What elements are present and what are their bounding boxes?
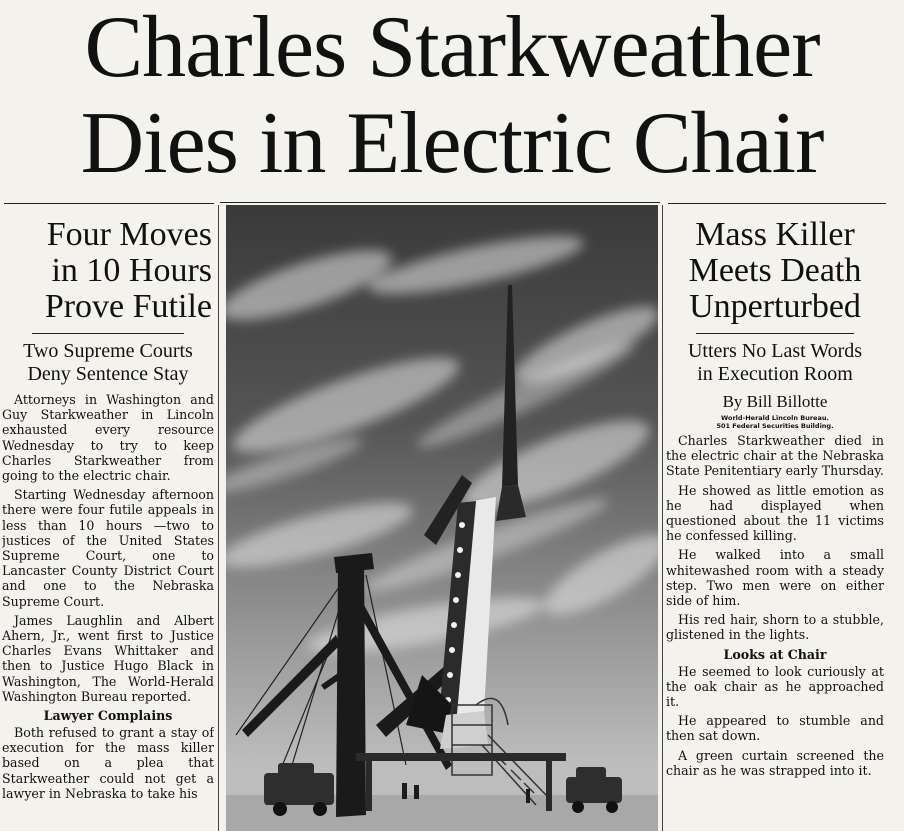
right-story-body: [666, 433, 884, 778]
paragraph: James Laughlin and Albert Ahern, Jr., went first to Justice Charles Evans Whittaker and then to Justice Hugo Black in Washington, The World-Herald Washington Bureau reported.: [2, 612, 214, 704]
bureau-line: 501 Federal Securities Building.: [716, 422, 834, 430]
byline: By Bill Billotte: [722, 392, 828, 411]
right-subhead: Looks at Chair: [723, 646, 827, 662]
column-divider-right: [662, 205, 663, 831]
rule-left: [4, 203, 214, 204]
right-deck-line: Unperturbed: [689, 288, 861, 325]
right-subdeck-line: in Execution Room: [697, 363, 853, 385]
rocket-launch-photo: [226, 205, 658, 831]
left-deck-rule: [32, 333, 184, 334]
right-story: [666, 213, 884, 831]
right-deck-rule: [696, 333, 854, 334]
left-deck-main: [2, 217, 214, 325]
paragraph: His red hair, shorn to a stubble, glistened in the lights.: [666, 612, 884, 643]
headline-line-2: Dies in Electric Chair: [80, 95, 824, 192]
left-deck-line: Prove Futile: [44, 288, 212, 325]
right-deck-line: Meets Death: [688, 252, 862, 289]
right-deck-sub: [666, 340, 884, 386]
right-deck-main: [666, 217, 884, 325]
right-deck-line: Mass Killer: [695, 216, 855, 253]
column-divider-left: [218, 205, 219, 831]
bureau-credit: [666, 414, 884, 430]
left-subdeck-line: Deny Sentence Stay: [27, 363, 189, 385]
paragraph: Both refused to grant a stay of execution for the mass killer based on a plea that Starkweather could not get a lawyer in Nebraska to take his: [2, 725, 214, 801]
left-subhead: Lawyer Complains: [43, 708, 173, 724]
rule-center: [220, 202, 660, 203]
headline-line-1: Charles Starkweather: [84, 0, 820, 96]
left-deck-sub: [2, 340, 214, 386]
bureau-line: World-Herald Lincoln Bureau.: [721, 414, 829, 422]
left-deck-line: in 10 Hours: [51, 252, 212, 289]
paragraph: He walked into a small whitewashed room with a steady step. Two men were on either side of him.: [666, 547, 884, 609]
left-story-body: [2, 392, 214, 801]
paragraph: He appeared to stumble and then sat down.: [666, 713, 884, 744]
paragraph: A green curtain screened the chair as he was strapped into it.: [666, 747, 884, 778]
left-story: [2, 213, 214, 831]
paragraph: Attorneys in Washington and Guy Starkweather in Lincoln exhausted every resource Wednesday to try to keep Charles Starkweather from going to the electric chair.: [2, 392, 214, 484]
rule-right: [668, 203, 886, 204]
left-deck-line: Four Moves: [46, 216, 212, 253]
paragraph: Starting Wednesday afternoon there were four futile appeals in less than 10 hours —two to justices of the United States Supreme Court, one to Lancaster County District Court and one to the Nebraska Supreme Court.: [2, 487, 214, 609]
paragraph: Charles Starkweather died in the electric chair at the Nebraska State Penitentiary early Thursday.: [666, 433, 884, 479]
left-subdeck-line: Two Supreme Courts: [23, 340, 193, 362]
right-subdeck-line: Utters No Last Words: [687, 340, 863, 362]
paragraph: He showed as little emotion as he had displayed when questioned about the 11 victims he confessed killing.: [666, 482, 884, 544]
paragraph: He seemed to look curiously at the oak chair as he approached it.: [666, 663, 884, 710]
